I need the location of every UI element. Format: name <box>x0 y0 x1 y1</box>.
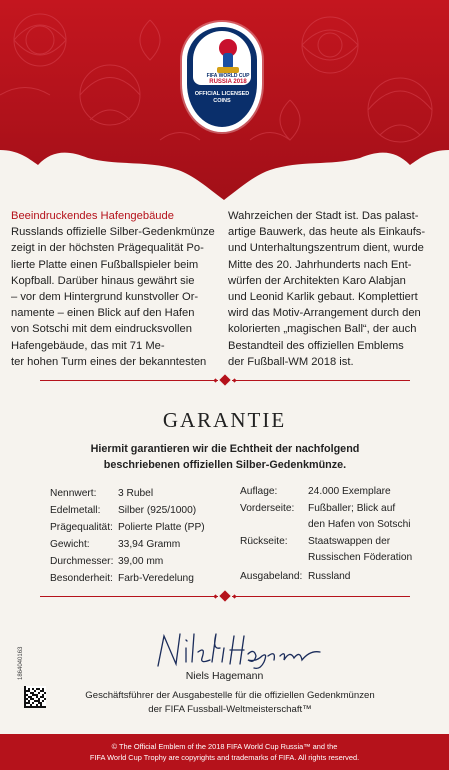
serial-number: 1864040163 <box>18 646 24 680</box>
article-line: artige Bauwerk, das heute als Einkaufs- <box>228 226 426 239</box>
copyright-line2: FIFA World Cup Trophy are copyrights and trademarks of FIFA. All rights reserved. <box>89 752 360 762</box>
emblem-shield <box>187 27 257 127</box>
guarantee-title: GARANTIE <box>162 408 287 432</box>
signatory-name: Niels Hagemann <box>185 670 264 682</box>
ornament-divider-top <box>40 376 410 386</box>
copyright-footer <box>0 734 449 770</box>
copyright-line1: © The Official Emblem of the 2018 FIFA World Cup Russia™ and the <box>111 742 338 751</box>
spec-key: Nennwert: <box>50 488 97 499</box>
article-line: der Fußball-WM 2018 ist. <box>228 355 354 368</box>
article-line: würfen der Architekten Karo Alabjan <box>228 274 406 287</box>
emblem-line1: FIFA WORLD CUP <box>206 73 250 79</box>
copyright-text <box>0 742 449 763</box>
spec-key: Rückseite: <box>240 536 288 547</box>
article-line: und Unterhaltungszentrum dient, wurde <box>228 242 424 255</box>
spec-value: den Hafen von Sotschi <box>308 519 411 530</box>
spec-key: Edelmetall: <box>50 505 101 516</box>
spec-key: Auflage: <box>240 486 278 497</box>
article-line: kolorierten „magischen Ball“, der auch <box>228 323 417 336</box>
guarantee-subtitle-line1: Hiermit garantieren wir die Echtheit der nachfolgend <box>90 443 360 455</box>
guarantee-subtitle <box>50 441 400 473</box>
spec-value: 3 Rubel <box>118 488 154 499</box>
article-line: Russlands offizielle Silber-Gedenkmünze <box>11 226 215 239</box>
spec-value: Russischen Föderation <box>308 552 413 563</box>
article-column-left <box>11 208 217 370</box>
emblem-line2: RUSSIA 2018 <box>209 79 247 85</box>
article-line: von Sotschi mit dem eindrucksvollen <box>11 323 192 336</box>
spec-value: 24.000 Exemplare <box>308 486 391 497</box>
spec-value: Staatswappen der <box>308 536 391 547</box>
article-heading: Beeindruckendes Hafengebäude <box>11 210 174 222</box>
spec-key: Besonderheit: <box>50 573 113 584</box>
article-line: namente – einen Blick auf den Hafen <box>11 307 195 320</box>
spec-value: Fußballer; Blick auf <box>308 503 396 514</box>
article-line: Kopfball. Darüber hinaus gewährt sie <box>11 274 195 287</box>
emblem-outline <box>182 22 262 132</box>
spec-key: Vorderseite: <box>240 503 295 514</box>
spec-value: Russland <box>308 571 351 582</box>
article-line: Wahrzeichen der Stadt ist. Das palast- <box>228 210 419 222</box>
handwritten-signature <box>150 626 330 676</box>
spec-value: 33,94 Gramm <box>118 539 181 550</box>
article-line: – vor dem Hintergrund kunstvoller Or- <box>11 291 199 304</box>
signatory-title-line1: Geschäftsführer der Ausgabestelle für die offiziellen Gedenkmünzen <box>85 690 375 701</box>
emblem-line3: OFFICIAL LICENSED COINS <box>194 91 250 104</box>
fifa-emblem-badge <box>182 22 262 132</box>
article-line: Hafengebäude, das mit 71 Me- <box>11 339 165 352</box>
signatory-title <box>40 689 420 717</box>
article-line: lierte Platte einen Fußballspieler beim <box>11 258 199 271</box>
article-line: Mitte des 20. Jahrhunderts nach Ent- <box>228 258 412 271</box>
spec-value: Polierte Platte (PP) <box>118 522 205 533</box>
spec-key: Gewicht: <box>50 539 90 550</box>
emblem-top-panel <box>193 31 251 85</box>
article-line: zeigt in der höchsten Prägequalität Po- <box>11 242 204 255</box>
spec-key: Durchmesser: <box>50 556 114 567</box>
guarantee-subtitle-line2: beschriebenen offiziellen Silber-Gedenkmünze. <box>103 459 347 471</box>
article-line: wird das Motiv-Arrangement durch den <box>228 307 421 320</box>
article-column-right <box>228 208 438 370</box>
spec-value: Farb-Veredelung <box>118 573 194 584</box>
world-cup-trophy-icon <box>213 39 243 75</box>
spec-key: Prägequalität: <box>50 522 113 533</box>
spec-list-left <box>50 486 230 586</box>
spec-value: 39,00 mm <box>118 556 164 567</box>
article-line: und Leonid Karlik gebaut. Komplettiert <box>228 291 418 304</box>
article-line: ter hohen Turm eines der bekanntesten <box>11 355 207 368</box>
spec-key: Ausgabeland: <box>240 571 303 582</box>
article-line: Bestandteil des offiziellen Emblems <box>228 339 404 352</box>
signatory-title-line2: der FIFA Fussball-Weltmeisterschaft™ <box>148 704 312 715</box>
decorative-header <box>0 0 449 205</box>
data-matrix-code <box>24 686 46 708</box>
ornament-divider-bottom <box>40 592 410 602</box>
spec-list-right <box>240 484 420 584</box>
spec-value: Silber (925/1000) <box>118 505 197 516</box>
